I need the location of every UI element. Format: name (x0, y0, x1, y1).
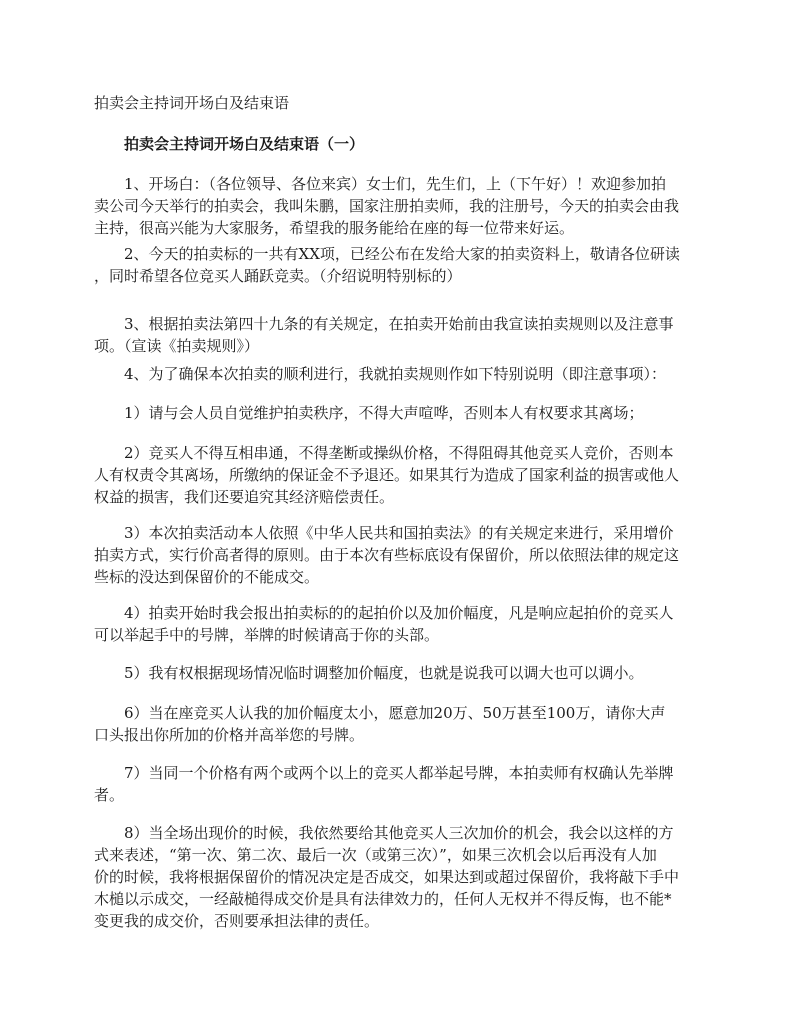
paragraph (94, 662, 714, 684)
section-heading: 拍卖会主持词开场白及结束语（一） (124, 135, 365, 153)
paragraph-line: 4）拍卖开始时我会报出拍卖标的的起拍价以及加价幅度，凡是响应起拍价的竞买人 (124, 604, 674, 622)
paragraph-line: 项。（宣读《拍卖规则》） (94, 337, 260, 355)
paragraph-line: 1）请与会人员自觉维护拍卖秩序，不得大声喧哗，否则本人有权要求其离场； (124, 404, 644, 422)
paragraph-line: 4、为了确保本次拍卖的顺利进行，我就拍卖规则作如下特别说明（即注意事项）： (124, 365, 667, 383)
paragraph-line: 卖公司今天举行的拍卖会，我叫朱鹏，国家注册拍卖师，我的注册号，今天的拍卖会由我 (94, 197, 680, 215)
paragraph (94, 402, 714, 424)
paragraph (94, 822, 714, 932)
paragraph (94, 243, 714, 287)
paragraph-line: 权益的损害，我们还要追究其经济赔偿责任。 (94, 488, 395, 506)
paragraph-line: 1、开场白：（各位领导、各位来宾）女士们，先生们，上（下午好）！欢迎参加拍 (124, 175, 667, 193)
paragraph-line: 8）当全场出现价的时候，我依然要给其他竞买人三次加价的机会，我会以这样的方 (124, 824, 674, 842)
paragraph-line: 3、根据拍卖法第四十九条的有关规定，在拍卖开始前由我宣读拍卖规则以及注意事 (124, 315, 674, 333)
paragraph-line: 3）本次拍卖活动本人依照《中华人民共和国拍卖法》的有关规定来进行，采用增价 (124, 524, 674, 542)
paragraph-line: 式来表述，“第一次、第二次、最后一次（或第三次）”，如果三次机会以后再没有人加 (94, 846, 657, 864)
paragraph-line: ，同时希望各位竞买人踊跃竞卖。（介绍说明特别标的） (94, 267, 462, 285)
paragraph-line: 口头报出你所加的价格并高举您的号牌。 (94, 726, 365, 744)
paragraph-line: 2、今天的拍卖标的一共有XX项，已经公布在发给大家的拍卖资料上，敬请各位研读 (124, 245, 680, 263)
paragraph-line: 5）我有权根据现场情况临时调整加价幅度，也就是说我可以调大也可以调小。 (124, 664, 644, 682)
paragraph-line: 价的时候，我将根据保留价的情况决定是否成交，如果达到或超过保留价，我将敲下手中 (94, 868, 680, 886)
paragraph-line: 者。 (94, 786, 125, 804)
paragraph-line: 2）竞买人不得互相串通，不得垄断或操纵价格，不得阻碍其他竞买人竞价，否则本 (124, 444, 674, 462)
paragraph-line: 木槌以示成交，一经敲槌得成交价是具有法律效力的，任何人无权并不得反悔，也不能* (94, 890, 672, 908)
paragraph (94, 442, 714, 508)
paragraph (94, 363, 714, 385)
paragraph (94, 602, 714, 646)
paragraph-line: 变更我的成交价，否则要承担法律的责任。 (94, 912, 380, 930)
paragraph (94, 522, 714, 588)
paragraph-line: 些标的没达到保留价的不能成交。 (94, 568, 320, 586)
paragraph (94, 313, 714, 357)
paragraph (94, 702, 714, 746)
document-title: 拍卖会主持词开场白及结束语 (94, 94, 290, 112)
paragraph-line: 7）当同一个价格有两个或两个以上的竞买人都举起号牌，本拍卖师有权确认先举牌 (124, 764, 674, 782)
paragraph-line: 可以举起手中的号牌，举牌的时候请高于你的头部。 (94, 626, 440, 644)
paragraph-line: 拍卖方式，实行价高者得的原则。由于本次有些标底设有保留价，所以依照法律的规定这 (94, 546, 680, 564)
paragraph-line: 6）当在座竞买人认我的加价幅度太小，愿意加20万、50万甚至100万，请你大声 (124, 704, 666, 722)
paragraph (94, 762, 714, 806)
paragraph (94, 173, 714, 239)
paragraph-line: 人有权责令其离场，所缴纳的保证金不予退还。如果其行为造成了国家利益的损害或他人 (94, 466, 680, 484)
paragraph-line: 主持，很高兴能为大家服务，希望我的服务能给在座的每一位带来好运。 (94, 219, 575, 237)
